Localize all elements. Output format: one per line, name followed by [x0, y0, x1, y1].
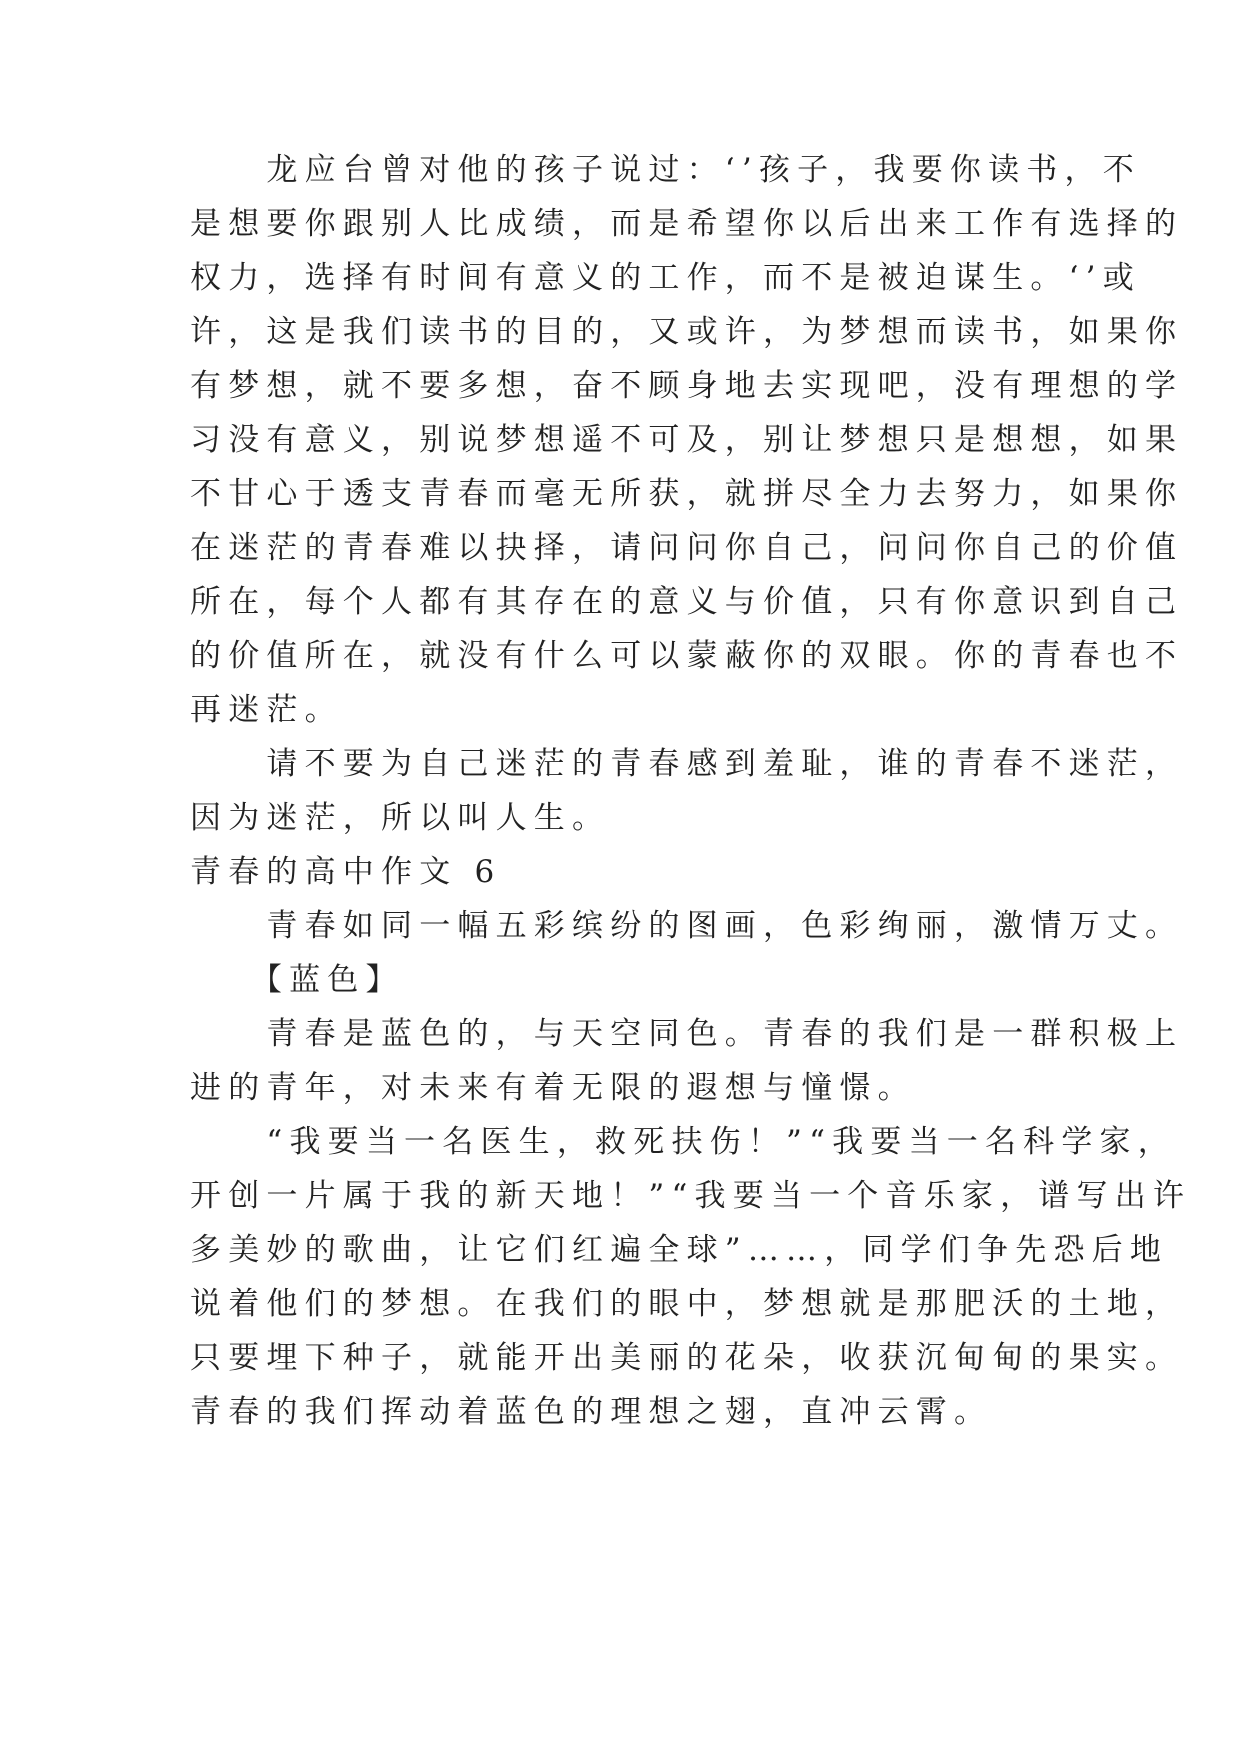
- text-line: 在迷茫的青春难以抉择，请问问你自己，问问你自己的价值: [190, 530, 1184, 566]
- text-line: 再迷茫。: [190, 692, 343, 728]
- text-line: 因为迷茫，所以叫人生。: [190, 800, 611, 836]
- text-line: 青春如同一幅五彩缤纷的图画，色彩绚丽，激情万丈。: [190, 908, 1184, 944]
- text-line: 开创一片属于我的新天地！”“我要当一个音乐家，谱写出许: [190, 1178, 1192, 1214]
- text-line: 的价值所在，就没有什么可以蒙蔽你的双眼。你的青春也不: [190, 638, 1184, 674]
- text-line: 权力，选择有时间有意义的工作，而不是被迫谋生。‘’或: [190, 260, 1141, 296]
- text-line: 多美妙的歌曲，让它们红遍全球”……，同学们争先恐后地: [190, 1232, 1169, 1268]
- text-line: 进的青年，对未来有着无限的遐想与憧憬。: [190, 1070, 916, 1106]
- text-line: 龙应台曾对他的孩子说过：‘’孩子，我要你读书，不: [190, 152, 1141, 188]
- text-line: 有梦想，就不要多想，奋不顾身地去实现吧，没有理想的学: [190, 368, 1184, 404]
- section-heading: 青春的高中作文 6: [190, 854, 502, 890]
- text-line: 是想要你跟别人比成绩，而是希望你以后出来工作有选择的: [190, 206, 1184, 242]
- text-line: 许，这是我们读书的目的，又或许，为梦想而读书，如果你: [190, 314, 1184, 350]
- text-line: 不甘心于透支青春而毫无所获，就拼尽全力去努力，如果你: [190, 476, 1184, 512]
- text-line: 所在，每个人都有其存在的意义与价值，只有你意识到自己: [190, 584, 1184, 620]
- text-line: 青春的我们挥动着蓝色的理想之翅，直冲云霄。: [190, 1394, 993, 1430]
- text-line: 说着他们的梦想。在我们的眼中，梦想就是那肥沃的土地，: [190, 1286, 1184, 1322]
- text-line: 只要埋下种子，就能开出美丽的花朵，收获沉甸甸的果实。: [190, 1340, 1184, 1376]
- text-line: “我要当一名医生，救死扶伤！”“我要当一名科学家，: [190, 1124, 1176, 1160]
- text-line: 请不要为自己迷茫的青春感到羞耻，谁的青春不迷茫，: [190, 746, 1184, 782]
- text-line: 习没有意义，别说梦想遥不可及，别让梦想只是想想，如果: [190, 422, 1184, 458]
- text-line: 青春是蓝色的，与天空同色。青春的我们是一群积极上: [190, 1016, 1184, 1052]
- subsection-heading: 【蓝色】: [190, 962, 404, 998]
